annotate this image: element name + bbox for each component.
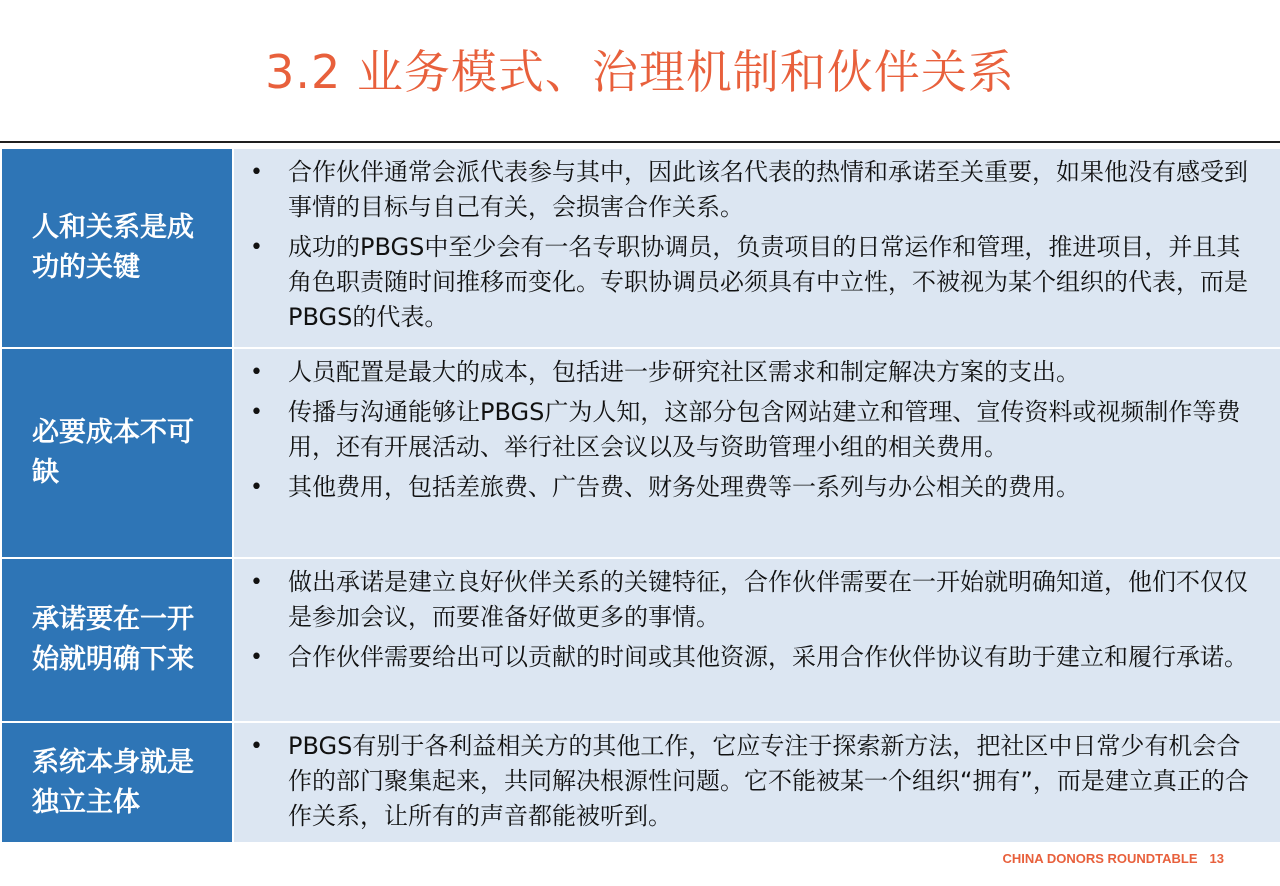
bullet-icon: • [250, 400, 263, 425]
bullet-list [248, 565, 1264, 675]
row-heading: 人和关系是成功的关键 [2, 149, 232, 347]
bullet-text: 人员配置是最大的成本，包括进一步研究社区需求和制定解决方案的支出。 [288, 358, 1080, 386]
bullet-item [248, 395, 1264, 465]
row-heading: 系统本身就是独立主体 [2, 723, 232, 842]
slide-footer [1003, 851, 1224, 866]
bullet-item [248, 470, 1264, 505]
bullet-text: 合作伙伴通常会派代表参与其中，因此该名代表的热情和承诺至关重要，如果他没有感受到事情的目标与自己有关，会损害合作关系。 [288, 158, 1248, 221]
title-divider [0, 141, 1280, 143]
content-table [2, 149, 1278, 842]
bullet-list [248, 155, 1264, 335]
bullet-item [248, 565, 1264, 635]
bullet-item [248, 355, 1264, 390]
bullet-text: 传播与沟通能够让PBGS广为人知，这部分包含网站建立和管理、宣传资料或视频制作等费用，还有开展活动、举行社区会议以及与资助管理小组的相关费用。 [288, 398, 1241, 461]
row-body [234, 349, 1280, 557]
bullet-item [248, 729, 1264, 834]
bullet-item [248, 640, 1264, 675]
bullet-icon: • [250, 645, 263, 670]
bullet-icon: • [250, 475, 263, 500]
bullet-item [248, 230, 1264, 335]
row-body [234, 559, 1280, 721]
bullet-text: 合作伙伴需要给出可以贡献的时间或其他资源，采用合作伙伴协议有助于建立和履行承诺。 [288, 643, 1248, 671]
bullet-icon: • [250, 235, 263, 260]
bullet-icon: • [250, 160, 263, 185]
bullet-text: PBGS有别于各利益相关方的其他工作，它应专注于探索新方法，把社区中日常少有机会合作的部门聚集起来，共同解决根源性问题。它不能被某一个组织“拥有”，而是建立真正的合作关系，让所有的声音都能被听到。 [288, 732, 1249, 830]
row-heading: 必要成本不可缺 [2, 349, 232, 557]
bullet-text: 成功的PBGS中至少会有一名专职协调员，负责项目的日常运作和管理，推进项目，并且其角色职责随时间推移而变化。专职协调员必须具有中立性，不被视为某个组织的代表，而是PBGS的代表。 [288, 233, 1248, 331]
bullet-item [248, 155, 1264, 225]
bullet-list [248, 729, 1264, 834]
page-title: 3.2 业务模式、治理机制和伙伴关系 [265, 45, 1015, 99]
row-body [234, 723, 1280, 842]
page-number: 13 [1209, 851, 1224, 866]
bullet-text: 做出承诺是建立良好伙伴关系的关键特征，合作伙伴需要在一开始就明确知道，他们不仅仅是参加会议，而要准备好做更多的事情。 [288, 568, 1248, 631]
bullet-list [248, 355, 1264, 505]
row-body [234, 149, 1280, 347]
bullet-text: 其他费用，包括差旅费、广告费、财务处理费等一系列与办公相关的费用。 [288, 473, 1080, 501]
footer-org: CHINA DONORS ROUNDTABLE [1002, 851, 1198, 866]
bullet-icon: • [250, 360, 263, 385]
bullet-icon: • [250, 734, 263, 759]
bullet-icon: • [250, 570, 263, 595]
row-heading: 承诺要在一开始就明确下来 [2, 559, 232, 721]
